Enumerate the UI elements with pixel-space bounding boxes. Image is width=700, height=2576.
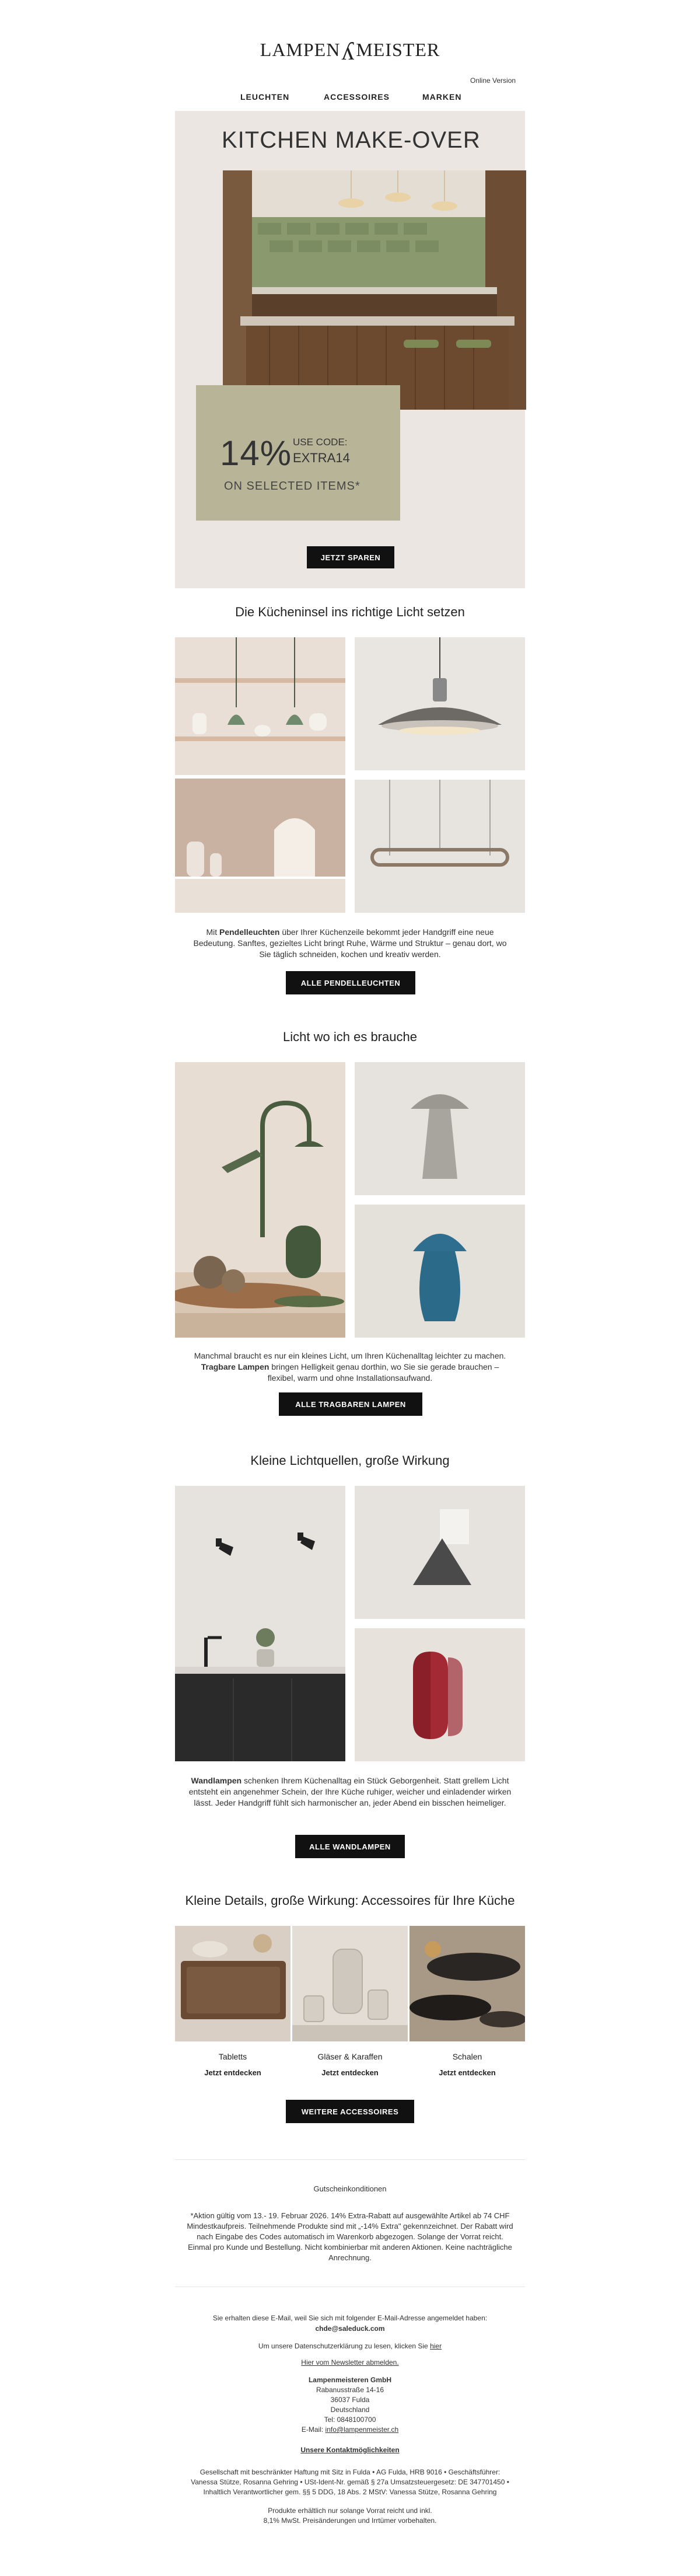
all-pendants-button[interactable]: ALLE PENDELLEUCHTEN [286,971,415,994]
contact-options-link[interactable]: Unsere Kontaktmöglichkeiten [300,2446,400,2454]
logo-text-left: LAMPEN [260,39,341,60]
unsubscribe-link[interactable]: Hier vom Newsletter abmelden. [301,2358,399,2366]
accessory-label-bowls: Schalen [452,2052,482,2061]
subscriber-email: chde@saleduck.com [315,2324,385,2333]
contact-email-link[interactable]: info@lampenmeister.ch [325,2425,399,2434]
brand-logo[interactable] [0,37,700,65]
privacy-line: Um unsere Datenschutzerklärung zu lesen, klicken Sie hier [258,2342,442,2350]
nav-item-leuchten[interactable]: LEUCHTEN [240,92,290,102]
pendant-keyword: Pendelleuchten [219,927,280,937]
accessory-link-bowls[interactable]: Jetzt entdecken [439,2068,496,2077]
accessory-link-trays[interactable]: Jetzt entdecken [204,2068,261,2077]
company-name: Lampenmeisteren GmbH [308,2376,392,2384]
conditions-title: Gutscheinkonditionen [313,2184,387,2193]
nav-item-marken[interactable]: MARKEN [422,92,462,102]
section-title-portable: Licht wo ich es brauche [283,1029,417,1044]
all-portable-lamps-button[interactable]: ALLE TRAGBAREN LAMPEN [279,1392,422,1416]
section1-description: Mit Pendelleuchten über Ihrer Küchenzeile bekommt jeder Handgriff eine neue Bedeutung. Sanftes, gezieltes Licht bringt Ruhe, Wärme und Struktur – genau dort, wo Sie täglich schneiden, kochen und kreativ werden. [193,927,507,959]
wall-keyword: Wandlampen [191,1776,242,1785]
portable-lamp-blue-image[interactable] [355,1205,525,1338]
main-nav [175,92,525,105]
section3-description: Wandlampen schenken Ihrem Küchenalltag ein Stück Geborgenheit. Statt grellem Licht entsteht ein angenehmer Schein, der Ihre Küche ruhiger, weicher und einladender wirken lässt. Jeder Handgriff fühlt sich harmonischer an, jeder Abend ein bisschen heimeliger. [188,1776,512,1807]
section2-description: Manchmal braucht es nur ein kleines Licht, um Ihren Küchenalltag leichter zu machen. Tragbare Lampen bringen Helligkeit genau dorthin, wo Sie sie gerade brauchen – flexibel, warm und ohne Installationsaufwand. [194,1351,506,1383]
portable-lamp-mushroom-image[interactable] [355,1062,525,1195]
pendant-lamp-dome-image[interactable] [355,637,525,770]
hero-title: KITCHEN MAKE-OVER [222,127,481,153]
glasses-carafes-image[interactable] [292,1926,408,2041]
email-notice: Sie erhalten diese E-Mail, weil Sie sich mit folgender E-Mail-Adresse angemeldet haben: [212,2314,488,2322]
promo-percent: 14% [220,434,292,473]
company-phone: Tel: 0848100700 [324,2416,376,2424]
wall-lamp-red-image[interactable] [355,1628,525,1761]
logo-text-right: MEISTER [356,39,440,60]
section-title-wall: Kleine Lichtquellen, große Wirkung [250,1453,450,1468]
contact-options-line [187,2445,513,2455]
company-street: Rabanusstraße 14-16 [316,2386,384,2394]
online-version-link[interactable]: Online Version [470,76,516,85]
legal-text: Gesellschaft mit beschränkter Haftung mit Sitz in Fulda • AG Fulda, HRB 9016 • Geschäftsführer: Vanessa Stütze, Rosanna Gehring • USt-Ident-Nr. gemäß § 27a Umsatzsteuergesetz: DE 347701450 • Inhaltlich Verantwortlicher gem. §§ 5 DDG, 18 Abs. 2 MStV: Vanessa Stütze, Rosanna Gehring [191,2468,509,2496]
company-city: 36037 Fulda [330,2396,370,2404]
shop-now-button[interactable]: JETZT SPAREN [307,546,394,568]
section-title-pendant: Die Kücheninsel ins richtige Licht setzen [235,605,465,619]
divider [175,2159,525,2160]
logo-lamp-icon: ʎ [341,37,355,65]
price-disclaimer: Produkte erhältlich nur solange Vorrat reicht und inkl. 8,1% MwSt. Preisänderungen und Irrtümer vorbehalten. [263,2507,437,2525]
trays-image[interactable] [175,1926,290,2041]
company-email-line: E-Mail: info@lampenmeister.ch [301,2425,399,2434]
accessory-label-trays: Tabletts [218,2052,247,2061]
privacy-link[interactable]: hier [430,2342,442,2350]
company-country: Deutschland [330,2406,370,2414]
kitchen-hero-image[interactable] [223,170,526,410]
bowls-image[interactable] [410,1926,525,2041]
pendant-lamp-oval-image[interactable] [355,780,525,913]
promo-code: EXTRA14 [293,451,350,465]
section-title-accessories: Kleine Details, große Wirkung: Accessoires für Ihre Küche [185,1893,515,1908]
promo-use-code-label: USE CODE: [293,437,348,448]
portable-lamp-table-image[interactable] [175,1062,345,1338]
more-accessories-button[interactable]: WEITERE ACCESSOIRES [286,2100,414,2123]
accessory-link-glasses[interactable]: Jetzt entdecken [321,2068,379,2077]
wall-lamps-kitchen-image[interactable] [175,1486,345,1761]
nav-item-accessoires[interactable]: ACCESSOIRES [324,92,390,102]
accessory-label-glasses: Gläser & Karaffen [317,2052,383,2061]
pendant-lights-shelf-image[interactable] [175,637,345,913]
conditions-text: *Aktion gültig vom 13.- 19. Februar 2026. 14% Extra-Rabatt auf ausgewählte Artikel ab 74 CHF Mindestkaufpreis. Teilnehmende Produkte sind mit „-14% Extra" gekennzeichnet. Der Rabatt wird nach Eingabe des Codes automatisch im Warenkorb abgezogen. Solange der Vorrat reicht. Einmal pro Kunde und Bestellung. Nicht kombinierbar mit anderen Aktionen. Keine nachträgliche Anrechnung. [187,2211,513,2262]
unsubscribe-line [187,2358,513,2368]
portable-keyword: Tragbare Lampen [201,1362,270,1371]
wall-lamp-cone-image[interactable] [355,1486,525,1619]
all-wall-lamps-button[interactable]: ALLE WANDLAMPEN [295,1835,405,1858]
promo-selected-items: ON SELECTED ITEMS* [224,480,360,493]
